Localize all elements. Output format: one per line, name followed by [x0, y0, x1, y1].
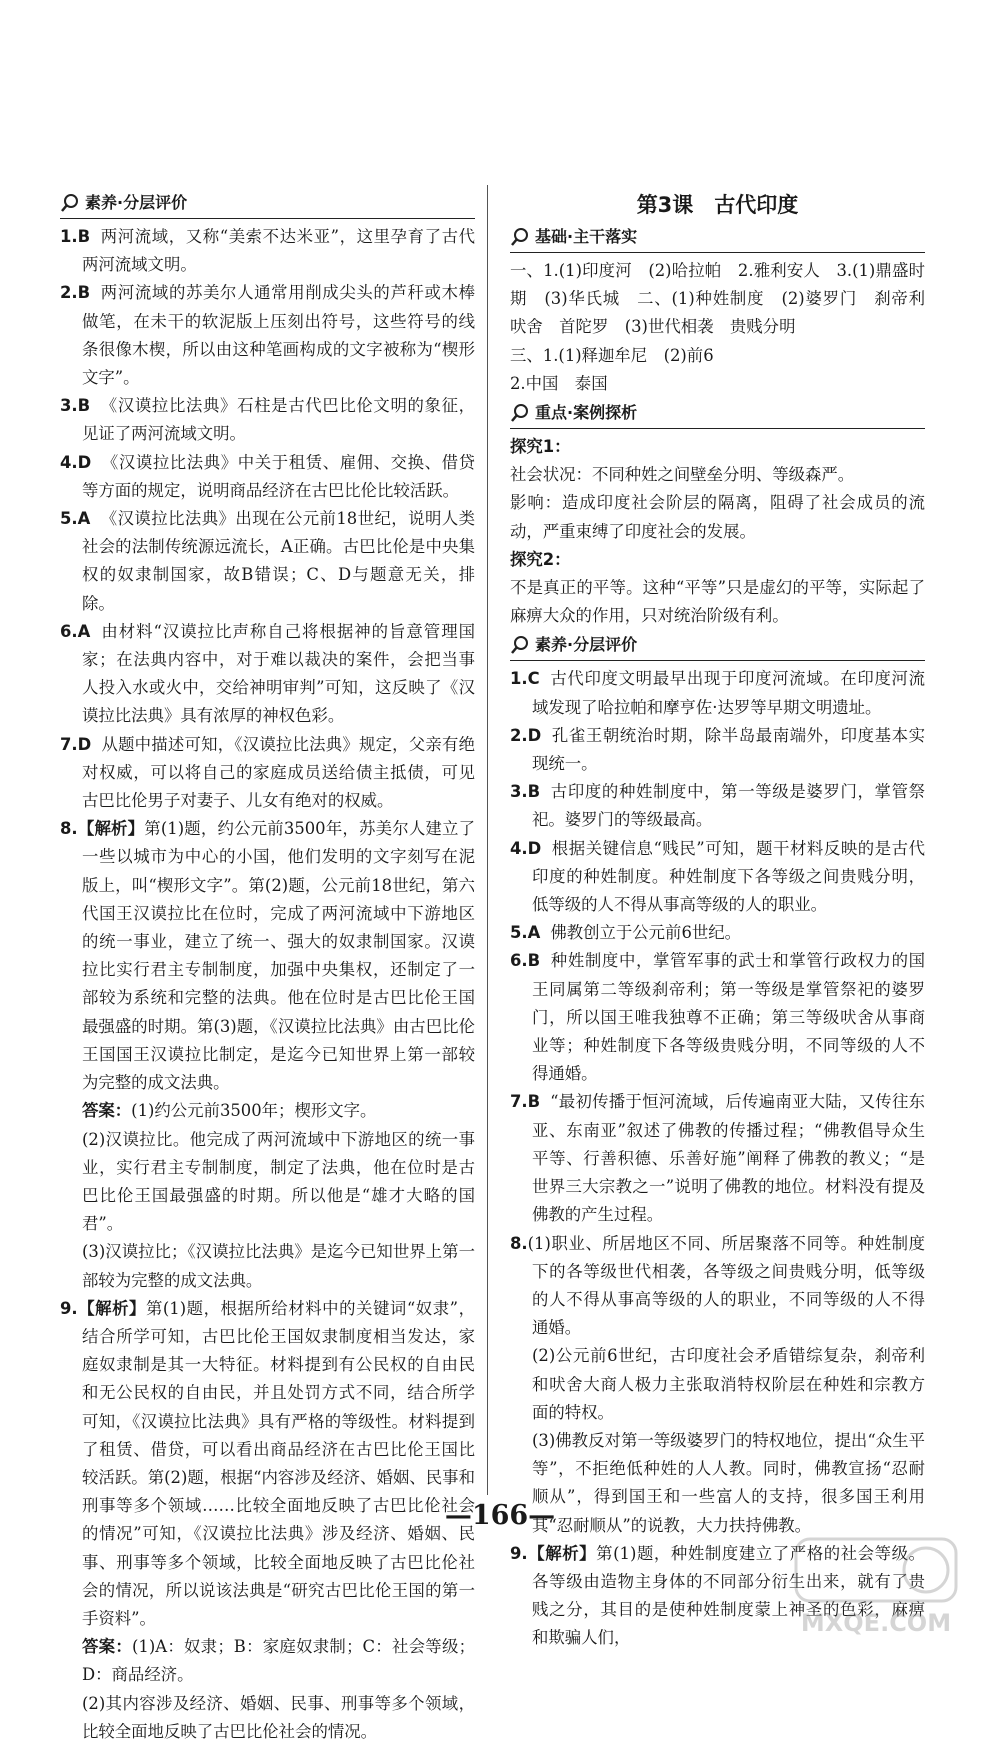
section-header: [60, 190, 475, 216]
answer-text: (1)职业、所居地区不同、所居聚落不同等。种姓制度下的各等级世代相袭，各等级之间贵贱分明，低等级的人不得从事高等级的人的职业，不同等级的人不得通婚。: [527, 1233, 925, 1338]
explanation-text: 《汉谟拉比法典》出现在公元前18世纪，说明人类社会的法制传统源远流长，A正确。古巴比伦是中央集权的奴隶制国家，故B错误；C、D与题意无关，排除。: [82, 509, 475, 613]
question-item: [60, 223, 475, 279]
explanation-text: 《汉谟拉比法典》中关于租赁、雇佣、交换、借贷等方面的规定，说明商品经济在古巴比伦比较活跃。: [82, 452, 475, 500]
page-number: —166—: [444, 1500, 556, 1531]
question-item: [510, 722, 925, 778]
right-answer-list: [510, 665, 925, 1229]
basic-line: 三、1.(1)释迦牟尼 (2)前6: [510, 345, 714, 365]
question-number: 3.: [60, 396, 78, 416]
column-divider: [487, 185, 488, 1495]
magnifier-icon: [510, 227, 530, 247]
watermark-logo: [776, 1531, 976, 1641]
section-underline: [510, 660, 925, 661]
question-item: [510, 1088, 925, 1229]
answer-choice: C: [527, 669, 540, 689]
question-item: [510, 919, 925, 947]
explanation-text: 古印度的种姓制度中，第一等级是婆罗门，掌管祭祀。婆罗门的等级最高。: [532, 782, 925, 830]
answer-choice: A: [527, 923, 541, 943]
explanation-text: 《汉谟拉比法典》石柱是古代巴比伦文明的象征，见证了两河流域文明。: [82, 396, 475, 444]
explore-line: 不是真正的平等。这种“平等”只是虚幻的平等，实际起了麻痹大众的作用，只对统治阶级有利。: [510, 578, 925, 626]
question-number: 1.: [510, 669, 528, 689]
question-item: [510, 778, 925, 834]
lesson-title: 第3课 古代印度: [636, 193, 799, 217]
magnifier-icon: [60, 193, 80, 213]
answer-line: (2)公元前6世纪，古印度社会矛盾错综复杂，刹帝利和吠舍大商人极力主张取消特权阶层在种姓和宗教方面的特权。: [532, 1346, 925, 1422]
question-number: 9.: [60, 1298, 78, 1318]
explanation-text: 从题中描述可知，《汉谟拉比法典》规定，父亲有绝对权威，可以将自己的家庭成员送给债主抵债，可见古巴比伦男子对妻子、儿女有绝对的权威。: [82, 734, 475, 811]
explanation-text: “最初传播于恒河流域，后传遍南亚大陆，又传往东亚、东南亚”叙述了佛教的传播过程；“佛教倡导众生平等、行善积德、乐善好施”阐释了佛教的教义；“是世界三大宗教之一”说明了佛教的地位。材料没有提及佛教的产生过程。: [532, 1092, 925, 1225]
answer-choice: D: [527, 725, 542, 745]
question-number: 2.: [60, 283, 78, 303]
answer-line: (3)汉谟拉比；《汉谟拉比法典》是迄今已知世界上第一部较为完整的成文法典。: [82, 1242, 475, 1290]
question-number: 8.: [60, 819, 78, 839]
explanation-text: 两河流域，又称“美索不达米亚”，这里孕育了古代两河流域文明。: [82, 227, 475, 275]
question-number: 5.: [510, 923, 528, 943]
section-title: 基础·主干落实: [535, 226, 638, 246]
answer-choice: B: [77, 283, 91, 303]
explore-line: 影响：造成印度社会阶层的隔离，阻碍了社会成员的流动，严重束缚了印度社会的发展。: [510, 493, 925, 541]
answer-line: (2)汉谟拉比。他完成了两河流域中下游地区的统一事业，实行君主专制制度，制定了法典，他在位时是古巴比伦王国最强盛的时期。所以他是“雄才大略的国君”。: [82, 1129, 475, 1234]
section-header: [510, 224, 925, 250]
explanation-text: 根据关键信息“贱民”可知，题干材料反映的是古代印度的种姓制度。种姓制度下各等级之间贵贱分明，低等级的人不得从事高等级的人的职业。: [532, 838, 925, 915]
section-underline: [510, 252, 925, 253]
section-title: 重点·案例探析: [535, 402, 638, 422]
question-item: [510, 947, 925, 1088]
answer-text: (1)A：奴隶；B：家庭奴隶制；C：社会等级；D：商品经济。: [82, 1637, 476, 1685]
question-number: 8.: [510, 1233, 528, 1253]
answer-line: [60, 1097, 475, 1125]
magnifier-icon: [510, 403, 530, 423]
left-answer-list: [60, 223, 475, 815]
answer-choice: D: [527, 838, 542, 858]
question-number: 7.: [510, 1092, 528, 1112]
explore-label: 探究2：: [510, 549, 571, 569]
analysis-text: 第(1)题，根据所给材料中的关键词“奴隶”，结合所学可知，古巴比伦王国奴隶制度相当发达，家庭奴隶制是其一大特征。材料提到有公民权的自由民和无公民权的自由民，并且处罚方式不同，结合所学可知，《汉谟拉比法典》具有严格的等级性。材料提到了租赁、借贷，可以看出商品经济在古巴比伦王国比较活跃。第(2)题，根据“内容涉及经济、婚姻、民事和刑事等多个领域……比较全面地反映了古巴比伦社会的情况”可知，《汉谟拉比法典》涉及经济、婚姻、民事、刑事等多个领域，比较全面地反映了古巴比伦社会的情况，所以说该法典是“研究古巴比伦王国的第一手资料”。: [82, 1298, 475, 1628]
explore-line: 社会状况：不同种姓之间壁垒分明、等级森严。: [510, 465, 855, 485]
answer-choice: B: [527, 951, 541, 971]
question-number: 5.: [60, 509, 78, 529]
section-title: 素养·分层评价: [535, 635, 638, 655]
question-item: [60, 618, 475, 731]
question-item: [60, 392, 475, 448]
answer-choice: A: [77, 509, 91, 529]
answer-choice: B: [527, 1092, 541, 1112]
basic-line: 一、1.(1)印度河 (2)哈拉帕 2.雅利安人 3.(1)鼎盛时期 (3)华氏城 二、(1)种姓制度 (2)婆罗门 刹帝利 吠舍 首陀罗 (3)世代相袭 贵贱分明: [510, 261, 942, 337]
watermark-text: MXQE.COM: [800, 1609, 952, 1637]
question-number: 9.: [510, 1543, 528, 1563]
question-number: 3.: [510, 782, 528, 802]
question-number: 6.: [60, 621, 78, 641]
question-item: [60, 505, 475, 618]
answer-choice: B: [527, 782, 541, 802]
question-item: [60, 449, 475, 505]
basic-line: 2.中国 泰国: [510, 373, 608, 393]
question-number: 2.: [510, 725, 528, 745]
answer-label: 答案：: [82, 1101, 132, 1121]
explanation-text: 孔雀王朝统治时期，除半岛最南端外，印度基本实现统一。: [532, 725, 925, 774]
section-title: 素养·分层评价: [85, 192, 188, 212]
explanation-text: 种姓制度中，掌管军事的武士和掌管行政权力的国王同属第二等级刹帝利；第一等级是掌管祭祀的婆罗门，所以国王唯我独尊不正确；第三等级吠舍从事商业等；种姓制度下各等级贵贱分明，不同等级的人不得通婚。: [532, 951, 925, 1084]
question-8: [510, 1230, 925, 1343]
analysis-tag: 【解析】: [77, 1298, 146, 1318]
question-number: 4.: [60, 452, 78, 472]
question-9: [60, 1295, 475, 1633]
analysis-tag: 【解析】: [77, 819, 145, 839]
question-item: [60, 731, 475, 816]
answer-choice: B: [77, 396, 91, 416]
magnifier-icon: [510, 635, 530, 655]
section-header: [510, 400, 925, 426]
question-number: 4.: [510, 838, 528, 858]
explanation-text: 两河流域的苏美尔人通常用削成尖头的芦秆或木棒做笔，在未干的软泥版上压刻出符号，这些符号的线条很像木楔，所以由这种笔画构成的文字被称为“楔形文字”。: [82, 283, 475, 388]
answer-choice: B: [77, 227, 91, 246]
section-header: [510, 632, 925, 658]
answer-line: (3)佛教反对第一等级婆罗门的特权地位，提出“众生平等”，不拒绝低种姓的人人教。同时，佛教宣扬“忍耐顺从”，得到国王和一些富人的支持，很多国王利用其“忍耐顺从”的说教，大力扶持佛教。: [532, 1430, 925, 1535]
answer-text: (1)约公元前3500年；楔形文字。: [131, 1101, 377, 1121]
answer-label: 答案：: [82, 1637, 133, 1657]
explore-label: 探究1：: [510, 437, 571, 457]
analysis-tag: 【解析】: [527, 1543, 597, 1563]
question-8: [60, 815, 475, 1097]
section-underline: [510, 428, 925, 429]
answer-line: [60, 1633, 475, 1689]
answer-choice: A: [77, 621, 91, 641]
section-underline: [60, 218, 475, 219]
question-number: 6.: [510, 951, 528, 971]
right-column: [510, 188, 942, 1653]
question-number: 1.: [60, 227, 78, 246]
answer-line: (2)其内容涉及经济、婚姻、民事、刑事等多个领域，比较全面地反映了古巴比伦社会的情况。: [82, 1693, 475, 1741]
analysis-text: 第(1)题，种姓制度建立了严格的社会等级。各等级由造物主身体的不同部分衍生出来，就有了贵贱之分，其目的是使种姓制度蒙上神圣的色彩，麻痹和欺骗人们，: [532, 1543, 926, 1648]
analysis-text: 第(1)题，约公元前3500年，苏美尔人建立了一些以城市为中心的小国，他们发明的文字刻写在泥版上，叫“楔形文字”。第(2)题，公元前18世纪，第六代国王汉谟拉比在位时，完成了两河流域中下游地区的统一事业，建立了统一、强大的奴隶制国家。汉谟拉比实行君主专制制度，加强中央集权，还制定了一部较为系统和完整的法典。他在位时是古巴比伦王国最强盛的时期。第(3)题，《汉谟拉比法典》由古巴比伦王国国王汉谟拉比制定，是迄今已知世界上第一部较为完整的成文法典。: [82, 819, 476, 1093]
explanation-text: 古代印度文明最早出现于印度河流域。在印度河流域发现了哈拉帕和摩亨佐·达罗等早期文明遗址。: [532, 669, 925, 717]
explanation-text: 佛教创立于公元前6世纪。: [550, 923, 742, 943]
question-item: [510, 835, 925, 920]
explanation-text: 由材料“汉谟拉比声称自己将根据神的旨意管理国家；在法典内容中，对于难以裁决的案件，会把当事人投入水或火中，交给神明审判”可知，这反映了《汉谟拉比法典》具有浓厚的神权色彩。: [82, 621, 475, 726]
answer-choice: D: [77, 734, 92, 754]
question-number: 7.: [60, 734, 78, 754]
answer-choice: D: [77, 452, 92, 472]
question-item: [510, 665, 925, 721]
question-item: [60, 279, 475, 392]
